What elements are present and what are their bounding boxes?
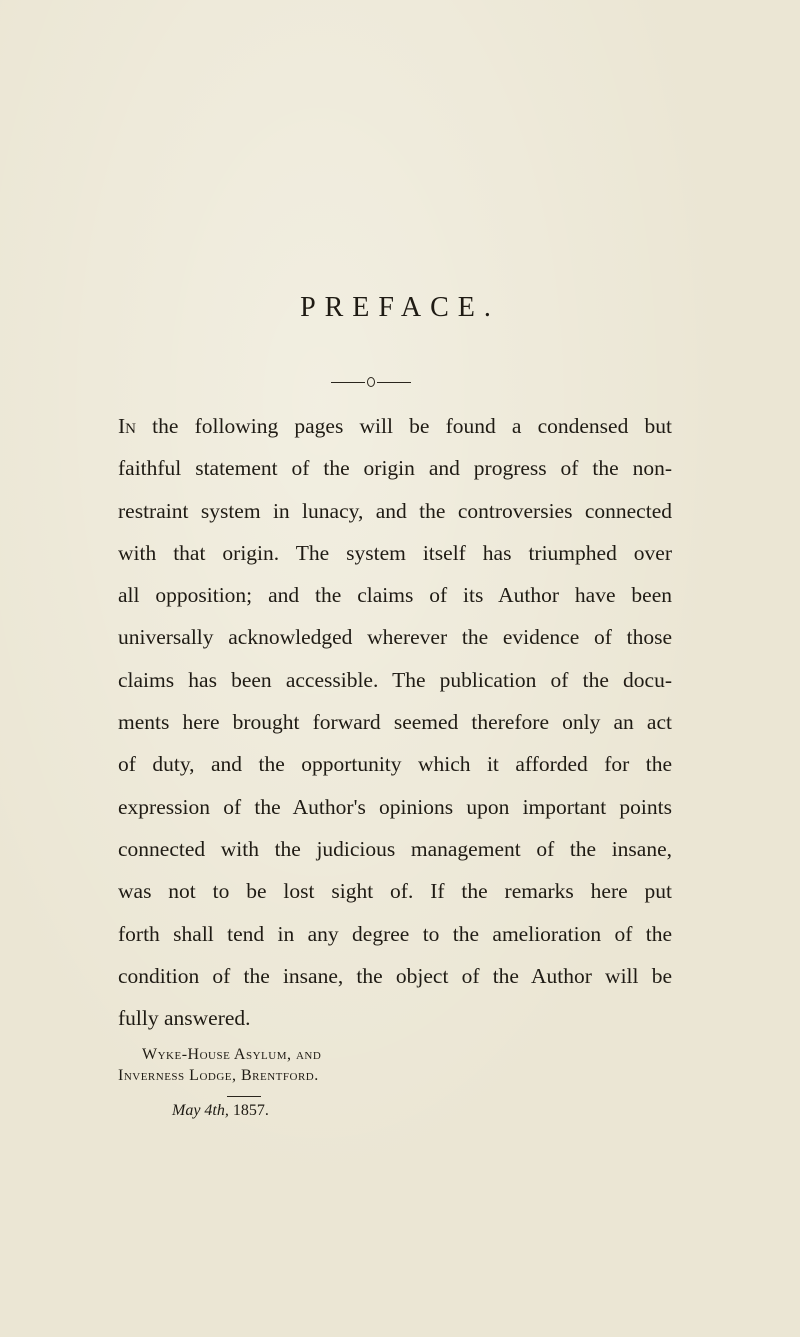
first-line-text: the following pages will be found a condensed but <box>136 414 672 438</box>
date-day: May 4th, <box>172 1102 229 1119</box>
paragraph-line: condition of the insane, the object of the Author will be <box>118 963 672 988</box>
signature-date <box>172 1102 269 1120</box>
paragraph-line: was not to be lost sight of. If the remarks here put <box>118 879 672 904</box>
paragraph-line: ments here brought forward seemed therefore only an act <box>118 710 672 735</box>
signature-rule <box>227 1096 261 1097</box>
paragraph-line: restraint system in lunacy, and the controversies connected <box>118 498 672 523</box>
paragraph-line: with that origin. The system itself has triumphed over <box>118 540 672 565</box>
paragraph-line: of duty, and the opportunity which it afforded for the <box>118 752 672 777</box>
ornament-circle <box>367 377 375 387</box>
ornament-rule-left <box>331 382 365 383</box>
paragraph-line: forth shall tend in any degree to the amelioration of the <box>118 921 672 946</box>
drop-word: In <box>118 414 136 438</box>
signature-line-2: Inverness Lodge, Brentford. <box>118 1067 319 1084</box>
paragraph-line: claims has been accessible. The publication of the docu- <box>118 667 672 692</box>
title-ornament <box>331 375 411 389</box>
paragraph-line: all opposition; and the claims of its Author have been <box>118 583 672 608</box>
page-title: PREFACE. <box>300 292 500 323</box>
ornament-rule-right <box>377 382 411 383</box>
preface-paragraph <box>118 405 672 1039</box>
paragraph-line: universally acknowledged wherever the evidence of those <box>118 625 672 650</box>
signature-block <box>118 1044 322 1086</box>
paragraph-line: expression of the Author's opinions upon important points <box>118 794 672 819</box>
paragraph-line: fully answered. <box>118 1006 251 1031</box>
date-year: 1857. <box>228 1102 269 1119</box>
paragraph-line <box>118 405 672 447</box>
paragraph-line: faithful statement of the origin and progress of the non- <box>118 456 672 481</box>
paragraph-line: connected with the judicious management of the insane, <box>118 836 672 861</box>
signature-line-1: Wyke-House Asylum, and <box>142 1046 322 1063</box>
